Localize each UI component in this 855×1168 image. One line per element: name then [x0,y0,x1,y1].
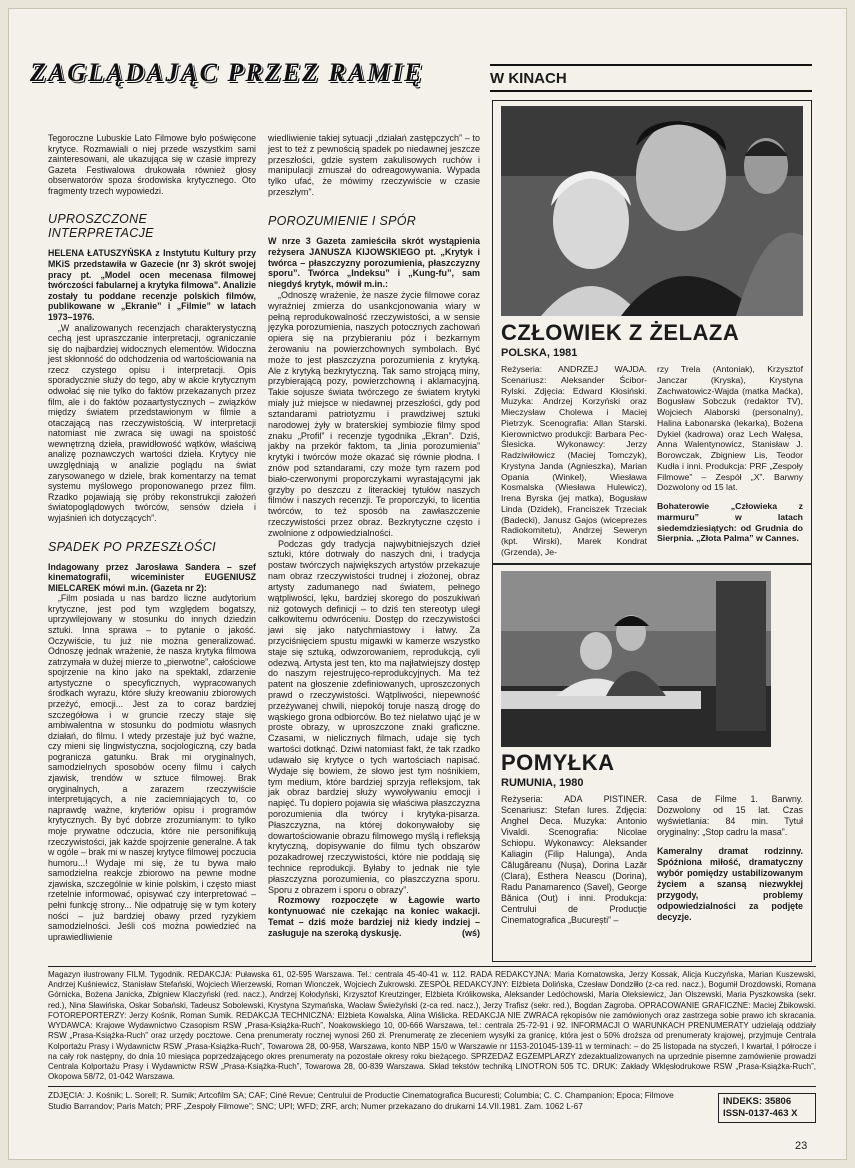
section-rule [490,64,812,66]
issn-number: ISSN-0137-463 X [723,1108,798,1119]
intro-kijowski: W nrze 3 Gazeta zamieściła skrót wystąpienia reżysera JANUSZA KIJOWSKIEGO pt. „Krytyk i twórca – płaszczyzny porozumienia, płaszczyzny sporu”. Twórca „Indeksu” i „Kung-fu”, sam niegdyś krytyk, mówił m.in.: [268,235,480,290]
subheading-porozumienie: POROZUMIENIE I SPÓR [268,213,417,228]
film2-country: RUMUNIA, 1980 [501,777,584,789]
film2-photo-image [501,571,771,747]
intro-latuszynska: HELENA ŁATUSZYŃSKA z Instytutu Kultury przy MKiS przedstawiła w Gazecie (nr 3) skrót swojej pracy pt. „Model ocen mecenasa filmowej twórczości fabularnej a krytyka filmowa”. Analizie zostały tu poddane recenzje polskich filmów, publikowane w „Ekranie” i „Filmie” w latach 1973–1976. [48,248,256,322]
subheading-spadek: SPADEK PO PRZESZŁOŚCI [48,539,216,554]
film1-title: CZŁOWIEK Z ŻELAZA [501,320,740,345]
film2-title: POMYŁKA [501,750,615,775]
film1-credits-a: Reżyseria: ANDRZEJ WAJDA. Scenariusz: Aleksander Ścibor-Rylski. Zdjęcia: Edward Kłosiński. Muzyka: Andrzej Korzyński oraz Mieczysław Cholewa i Maciej Pietrzyk. Scenografia: Allan Starski. Kierownictwo produkcji: Barbara Pec-Ślesicka. Wykonawcy: Jerzy Radziwiłowicz (Maciej Tomczyk), Krystyna Janda (Agnieszka), Marian Opania (Winkel), Wiesława Kosmalska (Wiesława Hulewicz), Irena Byrska (jej matka), Bogusław Linda (Dzidek), Franciszek Trzeciak (Badecki), Janusz Gajos (wiceprezes Radiokomitetu), Andrzej Seweryn (kpt. Wirski), Marek Kondrat (Grzenda), Je- [501,364,647,558]
film2-note: Kameralny dramat rodzinny. Spóźniona miłość, dramatyczny wybór pomiędzy ustabilizowanym życiem a szansą niezwykłej przygody, problemy odpowiedzialności za podjęte decyzje. [657,846,803,922]
film2-credits-b: Casa de Filme 1. Barwny. Dozwolony od 15 lat. Czas wyświetlania: 84 min. Tytuł oryginalny: „Stop cadru la masa”. Kameralny dramat rodzinny. Spóźniona miłość, dramatyczny wybór pomiędzy ustabilizowanym życiem a szansą niezwykłej przygody, problemy odpowiedzialności za podjęte decyzje. [657,794,803,922]
footer-rule-bottom [48,1086,816,1087]
quote-kijowski-1: „Odnoszę wrażenie, że nasze życie filmowe coraz wyraźniej zmierza do usankcjonowania wiary w pełną reprodukowalność rzeczywistości, a w sensie języka porozumienia, naszych potocznych zachowań opiera się na przybieraniu póz i bezkarnym żerowaniu na powierzchownych symbolach. Być może to jest płaszczyzna porozumienia z krytyką. Ale z krytyką bezkrytyczną. Tak samo strojącą miny, przybierającą pozy, powierzchowną i aklamacyjną. Takie sojusze świata twórczego ze światem krytyki miały już miejsce w niedawnej przeszłości, gdy pod sztandarami patriotyzmu i prawdziwej sztuki narodowej żyły w braterskiej symbiozie filmy spod znaku „Profil” i recenzje tygodnika „Ekran”. Dziś, jakby na przekór faktom, ta „linia porozumienia” krytyki i twórców może okazać się równie płodna. I znów pod sztandarami, czy może tym razem pod biało-czerwonymi proporczykami wyrastającymi jak grzyby po deszczu z literackiej tytułów naszych filmów i naszych recenzji. Te proporczyki, to licentia twórców, to też sposób na zawłaszczenie rzeczywistości przez obraz. Bezkrytyczne często i zwolnione z odpowiedzialności. [268,289,480,538]
page-headline: ZAGLĄDAJĄC PRZEZ RAMIĘ [30,58,424,87]
film1-country: POLSKA, 1981 [501,347,578,359]
quote-continuation: wiedliwienie takiej sytuacji „działań zastępczych” – to jest to też z pewnością spadek po niedawnej jeszcze przeszłości, gdzie system zakulisowych ruchów i manipulacji zmuszał do odreagowywania. Wypada tylko ufać, że mówimy rzeczywiście w czasie przeszłym”. [268,133,480,198]
footer-rule-top [48,966,816,967]
film-divider [493,563,811,565]
article-lead: Tegoroczne Lubuskie Lato Filmowe było poświęcone krytyce. Rozmawiali o niej przede wszystkim sami zainteresowani, ale ukazująca się w czasie imprezy Gazeta Festiwalowa drukowała również głosy obserwatorów spoza środowiska krytycznego. Oto fragmenty trzech wypowiedzi. [48,133,256,196]
quote-kijowski-2: Podczas gdy tradycja najwybitniejszych dzieł sztuki, które dotrwały do naszych dni, i tradycja postaw twórczych największych artystów przekazuje nam obraz rzeczywistości trudnej i złożonej, obraz artysty zadumanego nad światem, pełnego wątpliwości, lęku, bardziej skorego do poszukiwań niż gotowych definicji – to dziś ten stereotyp uległ całkowitemu odwróceniu. Dostęp do rzeczywistości jawi się jako natychmiastowy i łatwy. Za przyciśnięciem spustu migawki w kamerze wszystko staje się sztuką, odwzorowaniem, reprodukcją, cyli odezwą. Artysta jest ten, kto ma najłatwiejszy dostęp do naszym rejestrujęco-reprodukcyjnych. Ma też patent na głoszenie zdefiniowanych, uproszczonych prawd o rzeczywistości. Wątpliwości, niepewność przeżywanej chwili, niepokój toruje naszą drogę do wąskiego grona odbiorców. Bo też nielatwo ująć je w proste obrazy, w uproszczone znaki graficzne. Czasami, w nielicznych filmach, udaje się tych wartości dotknąć. Dziwi natomiast fakt, że tak rzadko udawało się krytyce o tych wartościach napisać. Wydaje się bowiem, że słowo jest tym nośnikiem, tym medium, które bardziej sprzyja refleksjom, tak jak obraz bardziej służy wywoływaniu emocji i napięć. Tu dopiero pojawia się właściwa płaszczyzna porozumienia dla twórcy i krytyka-pisarza. Płaszczyzna, na której dokonywałoby się dowartościowanie obrazu filmowego myślą i refleksją krytyczną, dopisywanie do filmu tych obszarów pozakadrowej rzeczywistości, które nie poddają się technice reprodukcji. Byłaby to jednak nie tyle płaszczyzna porozumienia, co płaszczyzna sporu. Sporu z obrazem i sporu o obrazy”. [268,538,480,895]
page-number: 23 [795,1140,808,1152]
film1-info [493,321,811,558]
article-column-1 [48,133,256,942]
quote-latuszynska: „W analizowanych recenzjach charakterystyczną cechą jest upraszczanie interpretacji, ograniczanie się do najbardziej widocznych elementów. Widoczna jest skłonność do odchodzenia od wartościowania na rzecz czystego opisu i interpretacji. Opis sporadycznie służy do tego, aby w akcie krytycznym odwołać się nie tylko do faktów przekazanych przez film, ale i do faktów pozaartystycznych – związków między światem przedstawionym w filmie a otaczającą nas rzeczywistością. W interpretacji natomiast nie zwraca się uwagi na spoistość wewnętrzną dzieła, prawidłowość wątków, właściwą analizę poznawczych wartości dzieła. Krytycy nie uwzględniają w analizie poglądu na świat zarysowanego w dziele, brak komentarzy na temat systemu myślowego proponowanego przez film. Rzadko pojawiają się próby rekonstrukcji założeń światopoglądowych twórców, sensów dzieła i wyjaśnień ich dotyczących”. [48,322,256,523]
subheading-uproszczone: UPROSZCZONE INTERPRETACJE [48,212,154,241]
film1-body [501,364,803,558]
indeks-number: INDEKS: 35806 [723,1096,792,1107]
film1-photo-image [501,106,803,316]
author-signature: (wś) [462,927,480,938]
article-column-2 [268,133,480,939]
photo-credits: ZDJĘCIA: J. Kośnik; L. Sorell; R. Sumik; Artcofilm SA; CAF; Ciné Revue; Centrului de Productie Cinematografica Bucuresti; Columbia; C. C. Champanion; Epoca; Filmove Studio Barrandov; Paris Match; PRF „Zespoły Filmowe”; SNC; UPI; WFD; ZRF, arch; Numer przekazano do drukarni 14.VII.1981. Zam. 1062 L-67 [48,1090,674,1111]
film2-body [501,794,803,926]
article-closing: Rozmowy rozpoczęte w Łagowie warto kontynuować nie czekając na koniec wakacji. Temat – dziś może bardziej niż kiedy indziej – zasługuje na szeroką dyskusję. (wś) [268,895,480,938]
quote-mielcarek: „Film posiada u nas bardzo liczne audytorium krytyczne, jest pod tym względem bogatszy, uprzywilejowany w stosunku do innych dziedzin sztuki. Inna sprawa – to pytanie o jakość. Oczywiście, tu już nie można generalizować. Odnoszę jednak wrażenie, że nasza krytyka filmowa zatrzymała w dużej mierze to „pierwotne”, całościowe spojrzenie na kino jako na spektakl, zdarzenie artystyczne o specyficznych, wypracowanych środkach wyrazu, które służy kreowaniu zbiorowych przeżyć, emocji... Jest za to coraz bardziej szczegółowa i w gruncie rzeczy staje się ambiwalentna w stosunku do podmiotu własnych działań, do filmu. I wtedy przestaje już być ważne, czy mieni się lingwistyczna, socjologiczną, czy bada pogranicza gatunku. Brak mi oryginalnych, samodzielnych sposobów oceny filmu i całych zjawisk, trendów w sztuce filmowej. Brak oryginalnych, a zarazem rzeczywiście interpretujących, a nie zaciemniających to, co naprawdę ważne, kryteriów opisu i programów krytycznych. By być dobrze zrozumianym: to tylko moje prywatne odczucia, które nie personifikują rzeczywistości, jak każde spojrzenie generalne. A tak w ogóle – brak mi w naszej krytyce filmowej poczucia humoru...! Wydaje mi się, że tu bywa mało samodzielna reakcje zbiorowo na pewne modne zjawiska, szczególnie w kinie polskim, i często miast rzetelnie informować, opisywać czy interpretować – pełni funkcję strony... Nie odpatruję się w tym kotery ności – już bardziej obawy przed ryzykiem samodzielności. Jeśli coś można powiedzieć na uprawiedliwienie [48,593,256,942]
film2-info [493,751,811,926]
intro-mielcarek: Indagowany przez Jarosława Sandera – szef kinematografii, wiceminister EUGENIUSZ MIELCAREK mówi m.in. (Gazeta nr 2): [48,561,256,593]
film1-note: Bohaterowie „Człowieka z marmuru” w latach siedemdziesiątych: od Grudnia do Sierpnia. „Złota Palma” w Cannes. [657,501,803,544]
film2-credits-a: Reżyseria: ADA PISTINER. Scenariusz: Stefan Iures. Zdjęcia: Anghel Deca. Muzyka: Antonio Vivaldi. Scenografia: Nicolae Schiopu. Wykonawcy: Aleksander Kaliagin (Filip Halunga), Anda Călugăreanu (Nușa), Dorina Lazăr (Clara), Esthera Neascu (Dorina), Radu Panamarenco (Savel), George Bănica (Ouț) i inni. Produkcja: Centrului de Producție Cinematografica „București” – [501,794,647,925]
film1-credits-b: rzy Trela (Antoniak), Krzysztof Janczar (Kryska), Krystyna Zachwatowicz-Wajda (matka Maćka), Bogusław Sobczuk (redaktor TV), Wojciech Alaborski (personalny), Halina Łabonarska (lekarka), Bożena Dykiel (kadrowa) oraz Lech Wałęsa, Anna Walentynowicz, Stanisław J. Borowczak, Zbigniew Lis, Teodor Kudła i inni. Produkcja: PRF „Zespoły Filmowe” – Zespół „X”. Barwny Dozwolony od 15 lat. Bohaterowie „Człowieka z marmuru” w latach siedemdziesiątych: od Grudnia do Sierpnia. „Złota Palma” w Cannes. [657,364,803,544]
section-label: W KINACH [490,68,812,92]
indeks-box [718,1093,816,1123]
film2-photo [501,571,771,747]
cinema-panel [492,100,812,962]
film1-photo [501,106,803,316]
masthead-footer: Magazyn ilustrowany FILM. Tygodnik. REDAKCJA: Puławska 61, 02-595 Warszawa. Tel.: centrala 45-40-41 w. 112. RADA REDAKCYJNA: Maria Kornatowska, Jerzy Kossak, Alicja Kuczyńska, Marian Kuszewski, Andrzej Kuśniewicz, Stanisław Stefański, Wojciech Wierzewski, Roman Wionczek, Wojciech Żukrowski. ZESPÓŁ REDAKCYJNY: Elżbieta Dolińska, Czesław Dondziłło (z-ca red. nacz.), Bogumił Drozdowski, Romana Górnicka, Bożena Janicka, Zbigniew Klaczyński (red. nacz.), Andrzej Kołodyński, Krzysztof Kreutzinger, Elżbieta Królikowska, Aleksander Ledóchowski, Maria Oleksiewicz, Jan Olszewski, Maria Pyszkowska (sekr. red.), Nina Sławińska, Oskar Sobański, Tadeusz Sobolewski, Krystyna Szymańska, Wacław Świeżyński (z-ca red. nacz.), Jerzy Trafisz (sekr. red.), Bogdan Zagroba. OPRACOWANIE GRAFICZNE: Maciej Żbikowski. FOTOREPORTERZY: Jerzy Kośnik, Roman Sumik. REDAKCJA TECHNICZNA: Elżbieta Kowalska, Alina Wiślicka. REDAKCJA NIE ZWRACA rękopisów nie zamówionych oraz zastrzega sobie prawo ich skracania. WYDAWCA: Krajowe Wydawnictwo Czasopism RSW „Prasa-Książka-Ruch”, Noakowskiego 10, 00-666 Warszawa, tel.: centrala 25-72-91 i 92. INFORMACJI O WARUNKACH PRENUMERATY udzielają oddziały RSW „Prasa-Książka-Ruch” oraz urzędy pocztowe. Cena prenumeraty rocznej wynosi 260 zł. Prenumeratę ze zleceniem wysyłki za granicę, która jest o 50% droższa od prenumeraty krajowej, przyjmuje Centrala Kolportażu Prasy i Wydawnictw RSW „Prasa-Książka-Ruch”, Towarowa 28, 00-958, Warszawa, konto NBP 15/0 w Warszawie nr 1153-201045-139-11 w terminach: – do 25 listopada na styczeń, I kwartał, I półrocze i na cały rok następny, do dnia 10 miesiąca poprzedzającego okres prenumeraty na pozostałe okresy roku bieżącego. SPRZEDAŻ EGZEMPLARZY zdezaktualizowanych na uprzednie pisemne zamówienie prowadzi Centrala Kolportażu Prasy i Wydawnictw RSW „Prasa-Książka-Ruch”, Towarowa 28, 00-839 Warszawa. Skład tekstów techniką LINOTRON 505 TC. DRUK: Zakłady Wklęsłodrukowe RSW „Prasa-Książka-Ruch”, Okopowa 58/72, 01-042 Warszawa. [48,970,816,1082]
